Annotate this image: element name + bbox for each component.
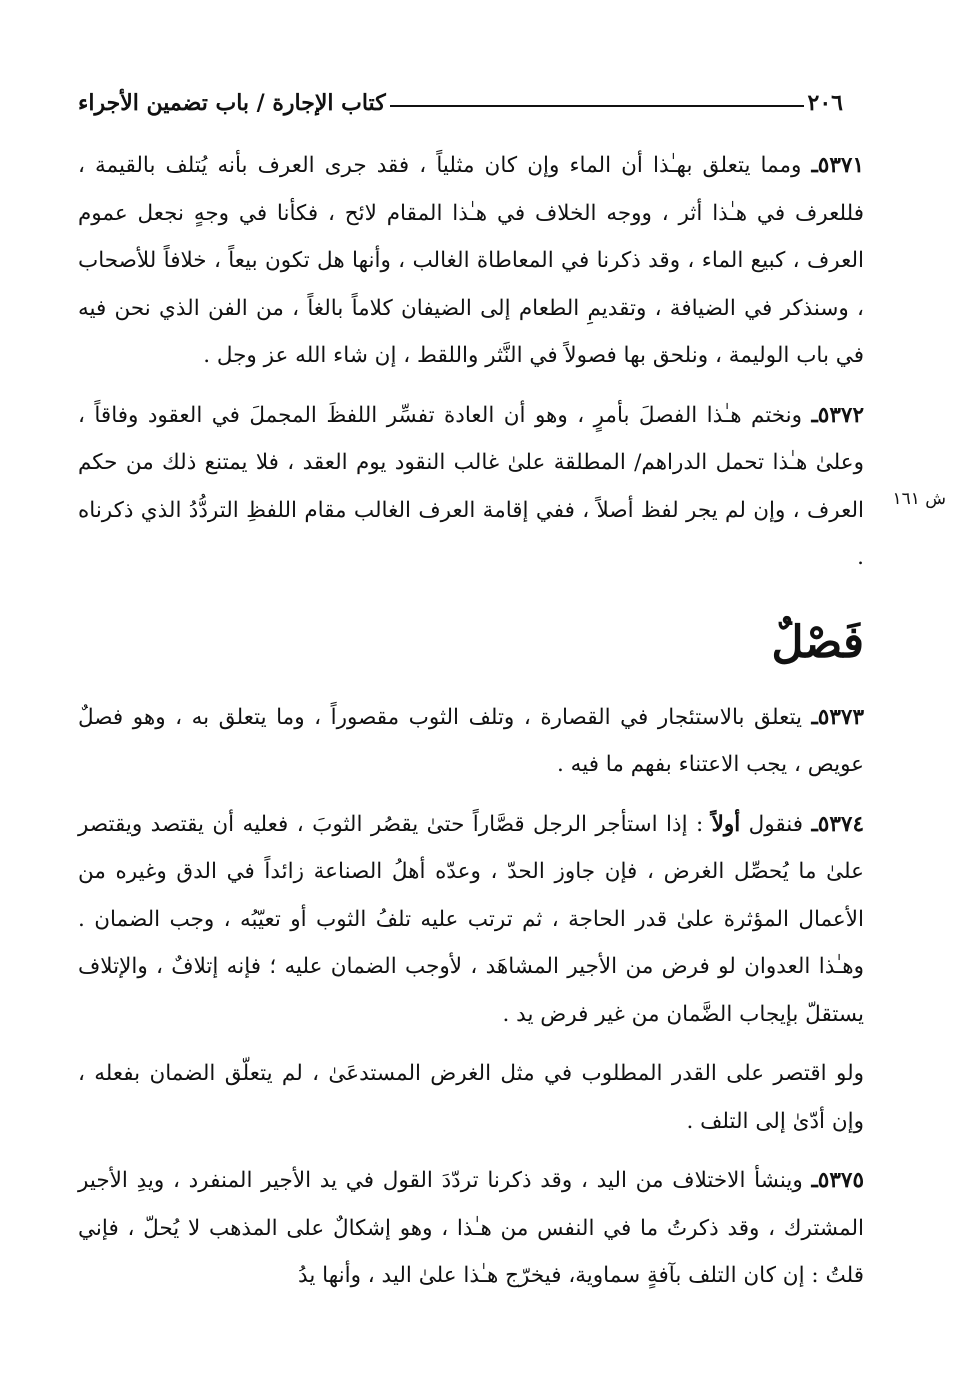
paragraph-number: ٥٣٧١ـ [811, 153, 864, 178]
header-rule [390, 105, 804, 107]
paragraph-text: ومما يتعلق بهـٰذا أن الماء وإن كان مثلياً ، فقد جرى العرف بأنه يُتلف بالقيمة ، فللعرف في هـٰذا أثر ، ووجه الخلاف في هـٰذا المقام لائح ، فكأنا في وجهٍ نجعل عموم العرف ، كبيع الماء ، وقد ذكرنا في المعاطاة الغالب ، وأنها هل تكون بيعاً ، خلافاً للأصحاب ، وسنذكر في الضيافة ، وتقديمِ الطعام إلى الضيفان كلاماً بالغاً ، من الفن الذي نحن فيه في باب الوليمة ، ونلحق بها فصولاً في النَّثر واللقط ، إن شاء الله عز وجل . [78, 153, 864, 368]
paragraph-5373 [78, 694, 864, 789]
emphasis-awwalan: أولاً [711, 811, 741, 837]
paragraph-text: وينشأ الاختلاف من اليد ، وقد ذكرنا تردّدَ القول في يد الأجير المنفرد ، ويدِ الأجير المشترك ، وقد ذكرتُ ما في النفس من هـٰذا ، وهو إشكالٌ على المذهب لا يُحلّ ، فإني قلتُ : إن كان التلف بآفةٍ سماوية، فيخرّج هـٰذا علىٰ اليد ، وأنها يدُ [78, 1168, 864, 1288]
main-text [78, 142, 864, 1312]
paragraph-lead: فنقول [740, 811, 812, 837]
paragraph-number: ٥٣٧٤ـ [811, 811, 864, 837]
paragraph-5372 [78, 392, 864, 582]
margin-folio-note: ش ١٦١ [892, 489, 946, 509]
paragraph-number: ٥٣٧٥ـ [811, 1168, 864, 1193]
paragraph-text: : إذا استأجر الرجل قصَّاراً حتىٰ يقصُر الثوبَ ، فعليه أن يقتصد ويقتصر علىٰ ما يُحصِّل الغرض ، فإن جاوز الحدّ ، وعدّه أهلُ الصناعة زائداً في الدق وغيره من الأعمال المؤثرة علىٰ قدر الحاجة ، ثم ترتب عليه تلفُ الثوب أو تعيّبُه ، وجب الضمان . وهـٰذا العدوان لو فرض من الأجير المشاهَد ، لأوجب الضمان عليه ؛ فإنه إتلافٌ ، والإتلاف يستقلّ بإيجاب الضَّمان من غير فرض يد . [78, 811, 864, 1027]
paragraph-number: ٥٣٧٢ـ [811, 402, 864, 428]
paragraph-5371 [78, 142, 864, 380]
paragraph-text: ونختم هـٰذا الفصلَ بأمرٍ ، وهو أن العادة تفسِّر اللفظَ المجملَ في العقود وفاقاً ، وعلىٰ هـٰذا تحمل الدراهم/ المطلقة علىٰ غالب النقود يوم العقد ، فلا يمتنع ذلك من حكم العرف ، وإن لم يجر لفظ أصلاً ، ففي إقامة العرف الغالب مقام اللفظِ التردُّدُ الذي ذكرناه . [78, 402, 864, 570]
running-title: كتاب الإجارة / باب تضمين الأجراء [78, 90, 386, 116]
paragraph-5374 [78, 801, 864, 1039]
paragraph-text: ولو اقتصر على القدر المطلوب في مثل الغرض المستدعَىٰ ، لم يتعلّق الضمان بفعله ، وإن أدّىٰ إلى التلف . [78, 1061, 864, 1134]
page-number: ٢٠٦ [807, 90, 843, 116]
paragraph-number: ٥٣٧٣ـ [811, 704, 864, 730]
section-heading-fasl: فَصْلٌ [771, 616, 864, 668]
paragraph-continuation [78, 1050, 864, 1145]
paragraph-5375 [78, 1157, 864, 1300]
paragraph-text: يتعلق بالاستئجار في القصارة ، وتلف الثوب مقصوراً ، وما يتعلق به ، وهو فصلٌ عويص ، يجب الاعتناء بفهم ما فيه . [78, 704, 864, 777]
running-header [78, 80, 843, 116]
